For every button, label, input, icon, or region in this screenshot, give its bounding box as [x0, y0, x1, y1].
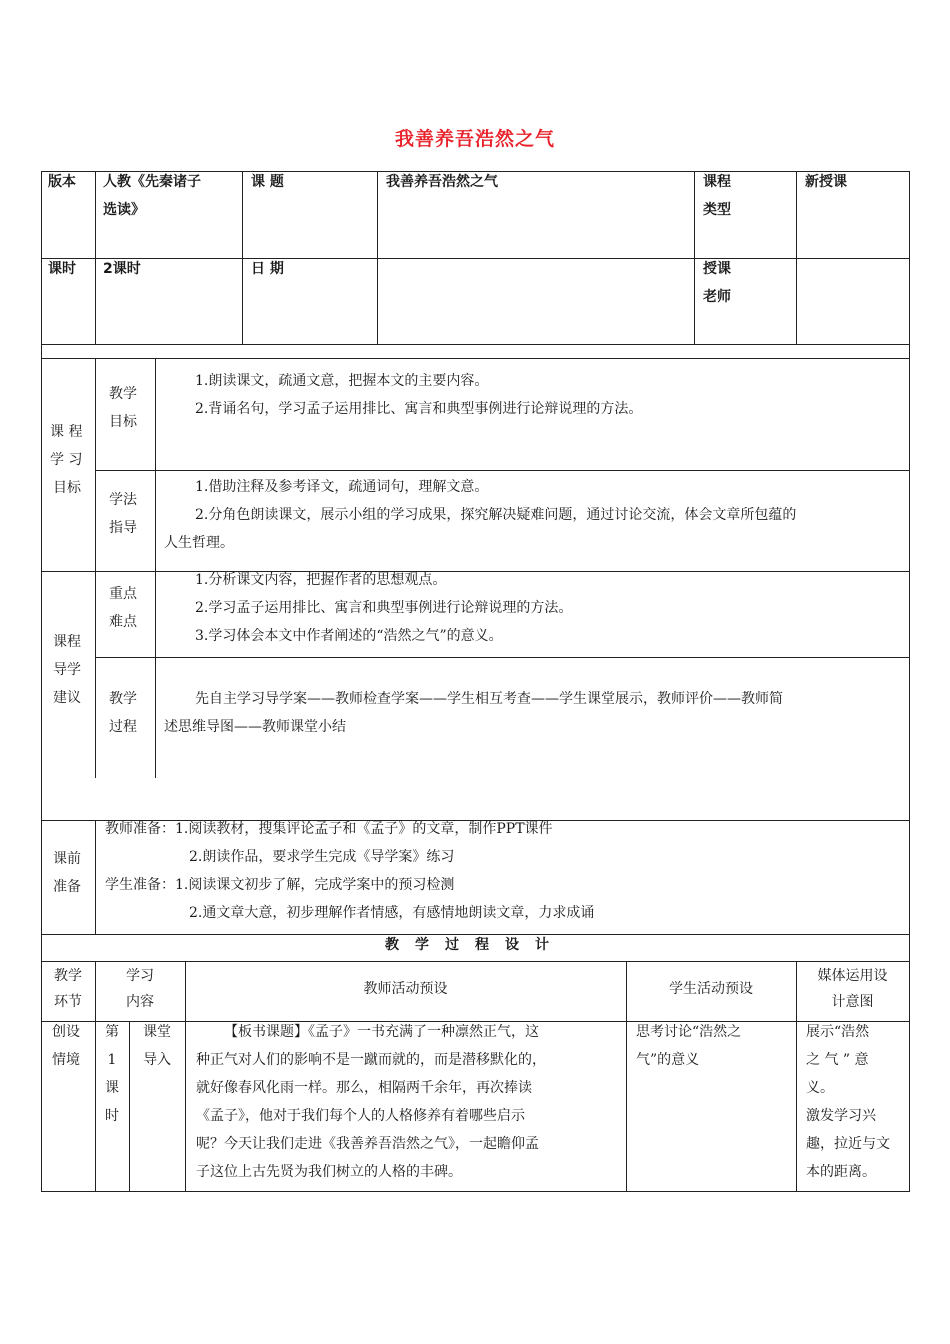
- label-line: 学 习: [50, 452, 83, 468]
- col-media-header: 媒体运用设: [817, 968, 888, 984]
- key-points-label-2: 难点: [109, 614, 137, 630]
- student-prep-line: 学生准备：1.阅读课文初步了解，完成学案中的预习检测: [105, 877, 455, 893]
- media-line: 展示“浩然: [806, 1024, 870, 1040]
- col-content-header-2: 内容: [126, 994, 154, 1010]
- method-label: 学法: [109, 492, 137, 508]
- media-line: 之 气 ” 意: [806, 1052, 869, 1068]
- teacher-activity-line: 【板书课题】《孟子》一书充满了一种凛然正气，这: [224, 1024, 539, 1040]
- teacher-activity-line: 子这位上古先贤为我们树立的人格的丰碑。: [196, 1164, 462, 1180]
- period-cell: 第: [105, 1024, 119, 1040]
- teacher-activity-line: 就好像春风化雨一样。那么，相隔两千余年，再次捧读: [196, 1080, 532, 1096]
- teacher-activity-line: 种正气对人们的影响不是一蹴而就的，而是潜移默化的，: [196, 1052, 546, 1068]
- course-type-value: 新授课: [805, 174, 847, 190]
- content-cell: 课堂: [143, 1024, 171, 1040]
- key-point-item: 2.学习孟子运用排比、寓言和典型事例进行论辩说理的方法。: [195, 600, 573, 616]
- teacher-prep-line: 2.朗读作品，要求学生完成《导学案》练习: [189, 849, 455, 865]
- teacher-prep-line: 教师准备：1.阅读教材，搜集评论孟子和《孟子》的文章，制作PPT课件: [105, 821, 553, 837]
- period-cell: 时: [105, 1108, 119, 1124]
- col-stage-header-2: 环节: [54, 994, 82, 1010]
- stage-cell-2: 情境: [52, 1052, 80, 1068]
- teacher-label-2: 老师: [703, 289, 731, 305]
- key-point-item: 3.学习体会本文中作者阐述的“浩然之气”的意义。: [195, 628, 503, 644]
- label-line: 目标: [53, 480, 81, 496]
- teacher-activity-line: 《孟子》，他对于我们每个人的人格修养有着哪些启示: [196, 1108, 525, 1124]
- edition-label: 版本: [48, 174, 76, 190]
- teacher-label: 授课: [703, 261, 731, 277]
- section-heading: 教学过程设计: [385, 937, 565, 953]
- student-activity-line: 思考讨论“浩然之: [636, 1024, 742, 1040]
- course-type-label: 课程: [703, 174, 731, 190]
- media-line: 本的距离。: [806, 1164, 876, 1180]
- label-line: 课 程: [50, 424, 83, 440]
- method-label-2: 指导: [109, 520, 137, 536]
- period-cell: 课: [105, 1080, 119, 1096]
- date-label: 日 期: [251, 261, 284, 277]
- key-points-label: 重点: [109, 586, 137, 602]
- stage-cell: 创设: [52, 1024, 80, 1040]
- process-text-2: 述思维导图——教师课堂小结: [164, 719, 346, 735]
- label-line: 课程: [53, 634, 81, 650]
- key-point-item: 1.分析课文内容，把握作者的思想观点。: [195, 572, 447, 588]
- edition-value-line1: 人教《先秦诸子: [103, 174, 201, 190]
- teach-goal-item: 1.朗读课文，疏通文意，把握本文的主要内容。: [195, 373, 489, 389]
- col-student-header: 学生活动预设: [669, 981, 753, 997]
- media-line: 趣，拉近与文: [806, 1136, 890, 1152]
- col-stage-header: 教学: [54, 968, 82, 984]
- hours-value: 2课时: [103, 261, 141, 277]
- method-item: 1.借助注释及参考译文，疏通词句，理解文意。: [195, 479, 489, 495]
- topic-value: 我善养吾浩然之气: [386, 174, 498, 190]
- method-item: 2.分角色朗读课文，展示小组的学习成果，探究解决疑难问题，通过讨论交流，体会文章所包蕴的: [195, 507, 797, 523]
- teach-goal-label-2: 目标: [109, 414, 137, 430]
- process-label-2: 过程: [109, 719, 137, 735]
- student-activity-line: 气”的意义: [636, 1052, 700, 1068]
- col-media-header-2: 计意图: [831, 994, 874, 1010]
- process-text: 先自主学习导学案——教师检查学案——学生相互考查——学生课堂展示，教师评价——教师简: [195, 691, 783, 707]
- topic-label: 课 题: [251, 174, 284, 190]
- teach-goal-label: 教学: [109, 386, 137, 402]
- prep-section-label: 课前: [53, 851, 81, 867]
- media-line: 义。: [806, 1080, 834, 1096]
- student-prep-line: 2.通文章大意，初步理解作者情感，有感情地朗读文章，力求成诵: [189, 905, 595, 921]
- teach-goal-item: 2.背诵名句，学习孟子运用排比、寓言和典型事例进行论辩说理的方法。: [195, 401, 643, 417]
- label-line: 建议: [53, 690, 81, 706]
- process-label: 教学: [109, 691, 137, 707]
- hours-label: 课时: [48, 261, 76, 277]
- prep-section-label-2: 准备: [53, 879, 81, 895]
- edition-value-line2: 选读》: [103, 202, 145, 218]
- course-type-label-2: 类型: [703, 202, 731, 218]
- col-content-header: 学习: [126, 968, 154, 984]
- label-line: 导学: [53, 662, 81, 678]
- col-teacher-header: 教师活动预设: [363, 981, 448, 997]
- method-item: 人生哲理。: [164, 535, 234, 551]
- media-line: 激发学习兴: [806, 1108, 876, 1124]
- period-cell: 1: [107, 1052, 117, 1068]
- content-cell-2: 导入: [143, 1052, 171, 1068]
- document-title: 我善养吾浩然之气: [394, 128, 555, 150]
- teacher-activity-line: 呢？今天让我们走进《我善养吾浩然之气》，一起瞻仰孟: [196, 1136, 539, 1152]
